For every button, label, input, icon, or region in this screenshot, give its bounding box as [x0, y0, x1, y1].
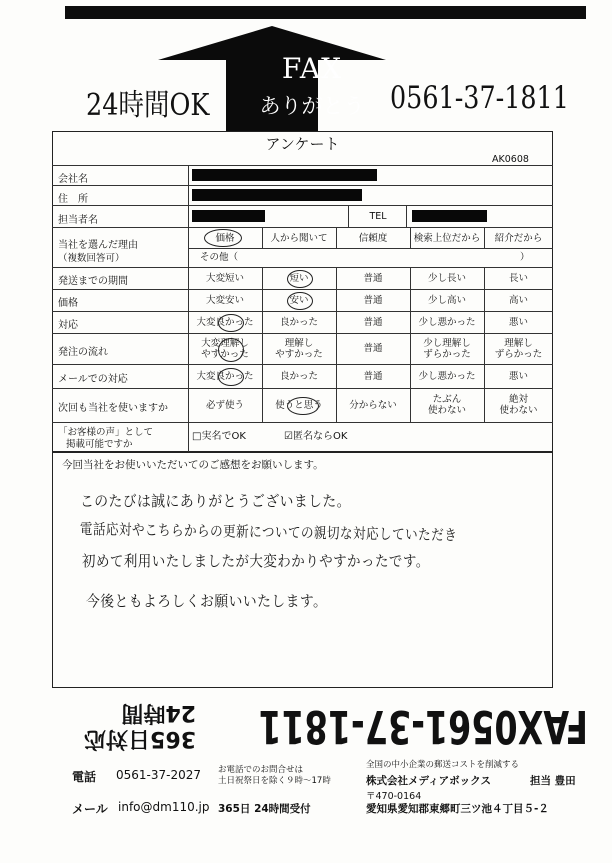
- rating-option: 大変安い: [205, 294, 244, 306]
- row-divider: [52, 227, 553, 228]
- redacted-address: [192, 189, 362, 201]
- rating-row-label: 対応: [58, 320, 78, 331]
- rating-row-label: 次回も当社を使いますか: [58, 403, 168, 414]
- company-label: 会社名: [58, 174, 88, 185]
- fax-number: 0561-37-1811: [390, 80, 569, 116]
- row-divider: [52, 388, 553, 389]
- row-divider: [52, 311, 553, 312]
- company-address: 愛知県愛知郡東郷町三ツ池４丁目５-２: [366, 803, 549, 815]
- col-divider: [406, 205, 407, 227]
- reason-note: （複数回答可）: [58, 253, 125, 264]
- inverted-24h: 24時間: [121, 700, 196, 725]
- inverted-365: 365日: [128, 726, 196, 751]
- rating-option: 大変良かった: [196, 370, 254, 382]
- mail-hours: 365日 24時間受付: [218, 803, 311, 815]
- row-divider: [52, 165, 553, 166]
- rating-option: 少し悪かった: [418, 370, 476, 382]
- rating-option: 絶対 使わない: [499, 394, 538, 416]
- rating-row-label: 価格: [58, 298, 78, 309]
- row-divider: [52, 333, 553, 334]
- company-name: 株式会社メディアボックス: [366, 775, 492, 787]
- phone-label: 電話: [72, 770, 97, 784]
- reason-option: 検索上位だから: [413, 233, 481, 244]
- rating-option: 大変良かった: [196, 316, 254, 328]
- top-black-bar: [65, 6, 586, 19]
- reason-option: 価格: [215, 233, 235, 244]
- row-divider: [52, 289, 553, 290]
- rating-option: 使うと思う: [275, 399, 323, 411]
- rating-option: 必ず使う: [205, 399, 244, 411]
- row-divider: [52, 205, 553, 206]
- rating-row-label: 発注の流れ: [58, 346, 108, 358]
- row-divider: [188, 248, 553, 249]
- selected-circle: [218, 338, 244, 362]
- row-divider: [52, 422, 553, 423]
- rating-option: 普通: [363, 294, 383, 306]
- rating-option: 理解し ずらかった: [494, 337, 543, 360]
- rating-option: 安い: [289, 294, 309, 306]
- rating-option: 少し悪かった: [418, 316, 476, 328]
- thanks-text: ありがとう: [259, 94, 365, 118]
- postal-code: 〒470-0164: [366, 791, 422, 802]
- rating-option: たぶん 使わない: [427, 394, 466, 416]
- selected-circle: [287, 397, 319, 415]
- rating-option: 悪い: [508, 370, 528, 382]
- fax-word: FAX: [281, 52, 343, 85]
- rating-option: 良かった: [279, 316, 318, 328]
- rating-option: 高い: [508, 294, 528, 306]
- rating-option: 大変短い: [205, 272, 244, 284]
- rating-option: 普通: [363, 272, 383, 284]
- rating-option: 分からない: [349, 399, 397, 411]
- selected-circle: [218, 314, 244, 332]
- redacted-company: [192, 169, 377, 181]
- handwritten-line: 電話応対やこちらからの更新についての親切な対応していただき: [79, 519, 458, 545]
- rating-option: 短い: [289, 272, 309, 284]
- rating-row-label: メールでの対応: [58, 374, 128, 385]
- rating-option: 少し理解し ずらかった: [423, 337, 471, 360]
- selected-circle: [287, 270, 313, 288]
- selected-circle: [204, 229, 242, 247]
- rating-option: 大変理解し やすかった: [201, 337, 249, 360]
- rating-option: 悪い: [508, 316, 528, 328]
- inverted-taiou: 対応: [84, 726, 129, 751]
- form-title: アンケート: [265, 135, 340, 153]
- inverted-fax-number: FAX0561-37-1811: [258, 700, 588, 753]
- rating-option: 理解し やすかった: [275, 337, 323, 360]
- rating-option: 普通: [363, 370, 383, 382]
- reason-option: 人から聞いて: [270, 233, 328, 244]
- form-code: AK0608: [492, 154, 529, 165]
- reason-option: 紹介だから: [494, 233, 543, 244]
- reason-option: 信頼度: [358, 233, 388, 244]
- rating-row-label: 発送までの期間: [58, 276, 128, 287]
- contact-person: 担当 豊田: [530, 775, 576, 787]
- row-divider: [52, 364, 553, 365]
- tagline: 全国の中小企業の郵送コストを削減する: [366, 760, 520, 770]
- voice-real-checkbox[interactable]: □実名でOK: [192, 431, 246, 442]
- phone-number[interactable]: 0561-37-2027: [116, 768, 202, 782]
- voice-anon-checkbox[interactable]: ☑匿名ならOK: [284, 431, 348, 442]
- reason-other-close: ）: [520, 252, 530, 263]
- person-label: 担当者名: [58, 215, 98, 226]
- voice-label-1: 「お客様の声」として: [58, 427, 154, 438]
- selected-circle: [287, 292, 313, 310]
- redacted-tel: [412, 210, 487, 222]
- row-divider: [52, 267, 553, 268]
- reason-label: 当社を選んだ理由: [58, 240, 138, 251]
- rating-option: 少し長い: [427, 272, 466, 284]
- comment-prompt: 今回当社をお使いいただいてのご感想をお願いします。: [62, 459, 324, 471]
- address-label: 住 所: [58, 194, 88, 205]
- rating-option: 少し高い: [427, 294, 466, 306]
- redacted-person: [192, 210, 265, 222]
- phone-note-1: お電話でのお問合せは: [218, 765, 304, 775]
- hours-text: 24時間OK: [86, 88, 210, 123]
- mail-label: メール: [72, 802, 108, 816]
- handwritten-line: このたびは誠にありがとうございました。: [80, 492, 351, 510]
- inverted-fax-banner: [66, 695, 588, 753]
- rating-option: 良かった: [279, 370, 318, 382]
- inverted-side-text: [84, 699, 196, 751]
- handwritten-line: 初めて利用いたしましたが大変わかりやすかったです。: [82, 552, 430, 570]
- rating-option: 長い: [508, 272, 528, 284]
- row-divider: [52, 185, 553, 186]
- tel-label: TEL: [369, 211, 387, 222]
- phone-note-2: 土日祝祭日を除く９時〜17時: [218, 776, 331, 786]
- handwritten-line: 今後ともよろしくお願いいたします。: [86, 592, 328, 610]
- reason-other: その他（: [200, 252, 239, 263]
- rating-option: 普通: [363, 316, 383, 328]
- rating-option: 普通: [363, 343, 383, 354]
- col-divider: [348, 205, 349, 227]
- mail-address[interactable]: info@dm110.jp: [118, 800, 210, 814]
- voice-label-2: 掲載可能ですか: [66, 439, 133, 450]
- selected-circle: [218, 368, 244, 386]
